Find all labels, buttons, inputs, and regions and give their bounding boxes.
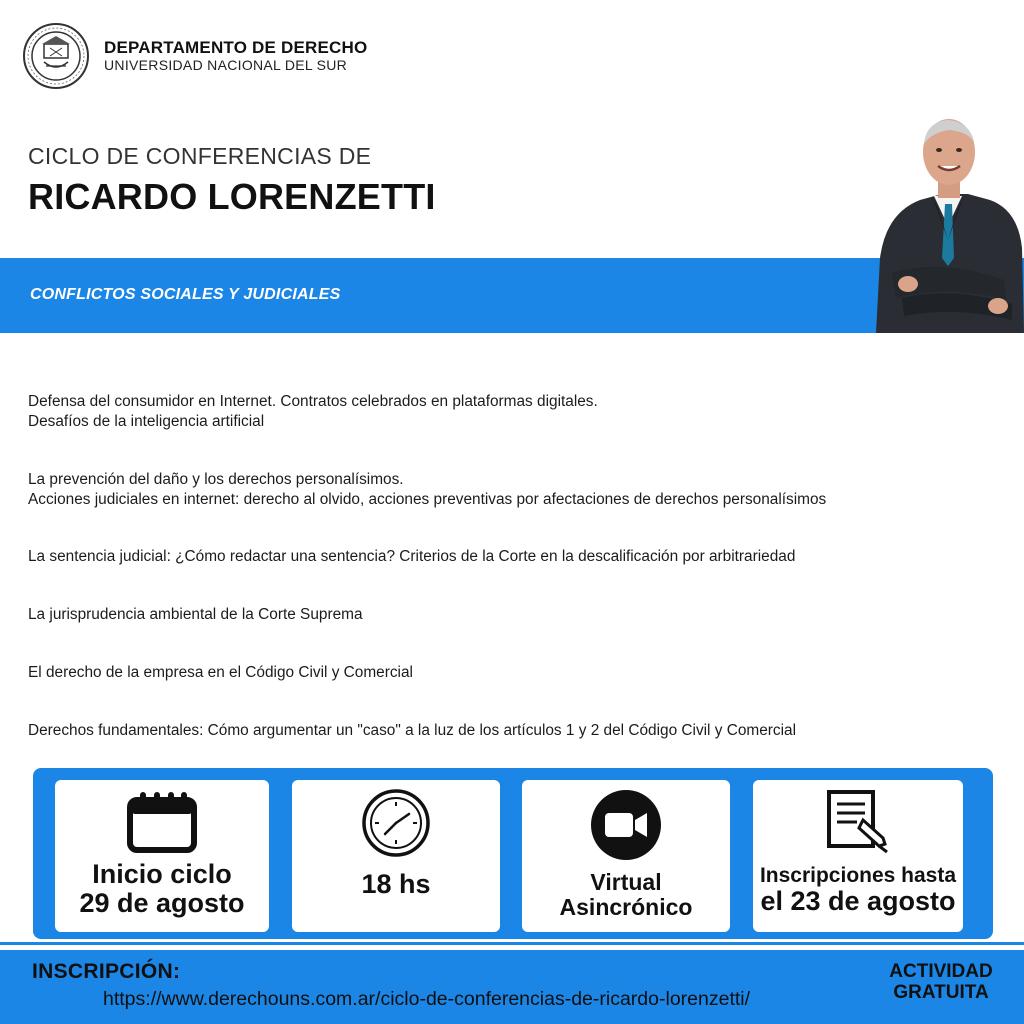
- registration-label: INSCRIPCIÓN:: [32, 960, 181, 983]
- registration-deadline-label: Inscripciones hasta: [759, 864, 957, 887]
- video-camera-icon: [589, 788, 663, 862]
- start-date: 29 de agosto: [79, 888, 245, 919]
- document-signature-icon: [823, 788, 893, 854]
- footer-divider: [0, 942, 1024, 945]
- time-card: [292, 780, 500, 932]
- calendar-icon: [126, 790, 198, 854]
- speaker-portrait: [872, 108, 1024, 333]
- topic-item: La sentencia judicial: ¿Cómo redactar una sentencia? Criterios de la Corte en la descalificación por arbitrariedad: [28, 548, 796, 565]
- clock-icon: [361, 788, 431, 858]
- topic-item: Defensa del consumidor en Internet. Contratos celebrados en plataformas digitales. Desafíos de la inteligencia artificial: [28, 393, 598, 430]
- topic-item: Derechos fundamentales: Cómo argumentar un "caso" a la luz de los artículos 1 y 2 del Código Civil y Comercial: [28, 722, 796, 739]
- modality-card: [522, 780, 730, 932]
- topic-item: La prevención del daño y los derechos personalísimos. Acciones judiciales en internet: derecho al olvido, acciones preventivas por afectaciones de derechos personalísimos: [28, 471, 827, 508]
- registration-deadline-card: [753, 780, 963, 932]
- topic-item: El derecho de la empresa en el Código Civil y Comercial: [28, 664, 413, 681]
- free-activity-badge: ACTIVIDAD GRATUITA: [889, 961, 993, 1003]
- modality-type: Asincrónico: [559, 893, 693, 920]
- start-date-card: [55, 780, 269, 932]
- department-name: DEPARTAMENTO DE DERECHO: [104, 38, 368, 58]
- registration-link[interactable]: https://www.derechouns.com.ar/ciclo-de-conferencias-de-ricardo-lorenzetti/: [103, 988, 751, 1010]
- header: [22, 22, 367, 90]
- modality-label: Virtual: [590, 869, 662, 895]
- cycle-heading: CICLO DE CONFERENCIAS DE: [28, 143, 372, 169]
- start-label: Inicio ciclo: [92, 859, 232, 889]
- speaker-name: RICARDO LORENZETTI: [28, 176, 436, 217]
- registration-deadline-date: el 23 de agosto: [760, 886, 956, 917]
- topic-item: La jurisprudencia ambiental de la Corte Suprema: [28, 606, 363, 623]
- time-value: 18 hs: [361, 869, 431, 899]
- subtitle-text: CONFLICTOS SOCIALES Y JUDICIALES: [30, 286, 341, 303]
- university-name: UNIVERSIDAD NACIONAL DEL SUR: [104, 57, 348, 74]
- university-seal-logo: [22, 22, 90, 90]
